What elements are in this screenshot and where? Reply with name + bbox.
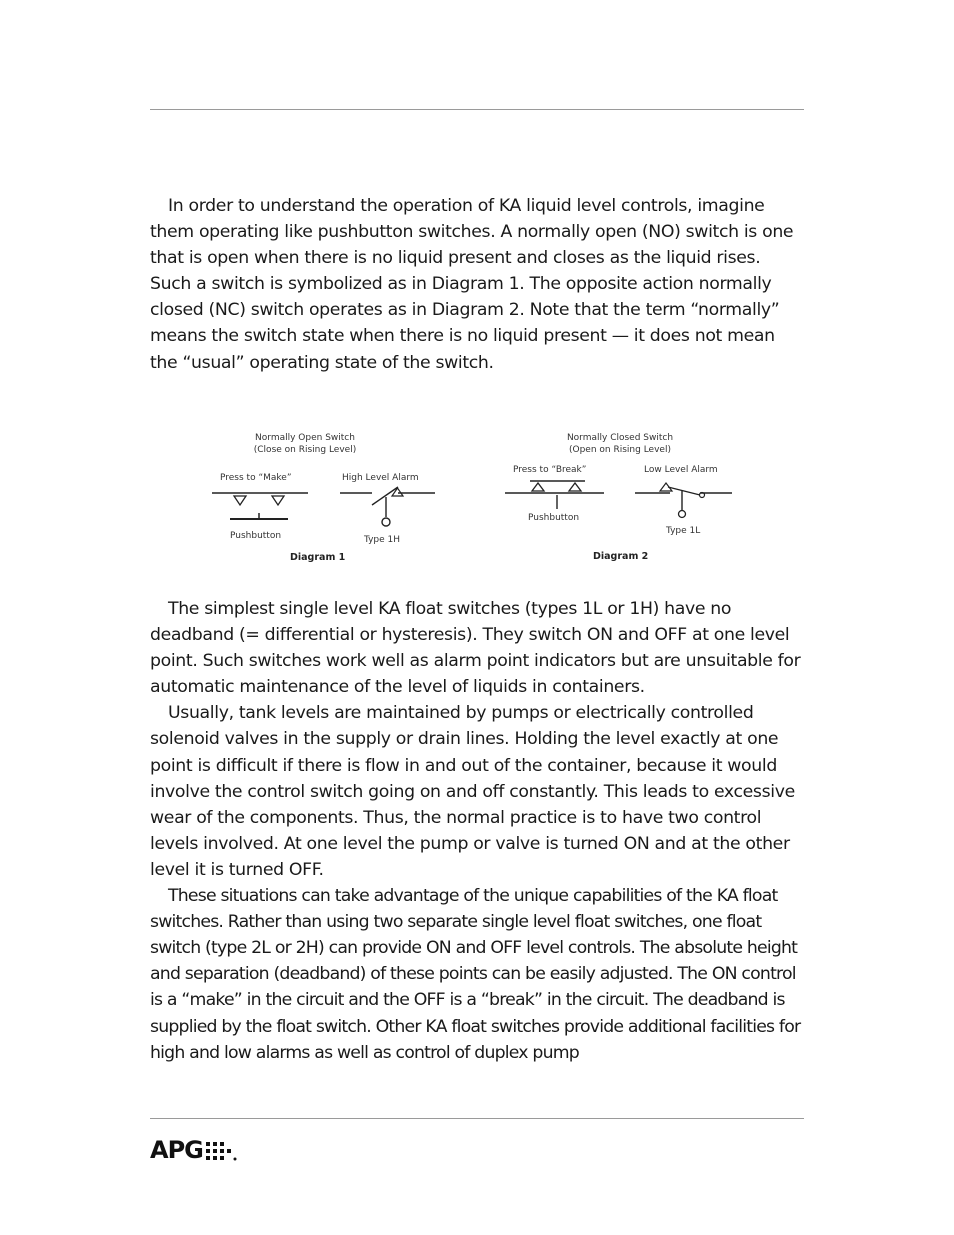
footer-rule [150, 1118, 804, 1119]
diagram1-caption: Diagram 1 [290, 552, 346, 563]
diagram2-caption: Diagram 2 [593, 551, 649, 562]
diagram1-title-line2: (Close on Rising Level) [253, 445, 357, 455]
diagram2-pushbutton-label: Press to “Break” [513, 465, 587, 475]
diagram1-alarm-label: High Level Alarm [342, 473, 419, 483]
diagram2-float-caption: Type 1L [666, 526, 701, 536]
paragraph-unique-capabilities: These situations can take advantage of the unique capabilities of the KA float switches. Rather than using two separate single level float switches, one float switch (type 2L or 2H) can provide ON and OFF level controls. The absolute height and separation (deadband) of these points can be easily adjusted. The ON control is a “make” in the circuit and the OFF is a “break” in the circuit. The deadband is supplied by the float switch. Other KA float switches provide additional facilities for high and low alarms as well as control of duplex pump [150, 886, 801, 1063]
diagram2-contact-right [569, 483, 581, 491]
diagram2-contact-left [532, 483, 544, 491]
diagram1-float-caption: Type 1H [364, 535, 401, 545]
logo-grid-icon [204, 1138, 238, 1162]
intro-text [150, 193, 806, 376]
body-text [150, 596, 806, 1066]
intro-paragraph: In order to understand the operation of KA liquid level controls, imagine them operating like pushbutton switches. A normally open (NO) switch is one that is open when there is no liquid present and closes as the liquid rises. Such a switch is symbolized as in Diagram 1. The opposite action normally closed (NC) switch operates as in Diagram 2. Note that the term “normally” means the switch state when there is no liquid present — it does not mean the “usual” operating state of the switch. [150, 196, 794, 373]
diagram2-pushbutton-caption: Pushbutton [528, 513, 580, 523]
diagram1-title-line1: Normally Open Switch [255, 433, 355, 443]
diagram2-title-line2: (Open on Rising Level) [569, 445, 671, 455]
header-rule [150, 109, 804, 110]
diagram1-contact-right [272, 496, 284, 505]
paragraph-tank-levels: Usually, tank levels are maintained by pumps or electrically controlled solenoid valves in the supply or drain lines. Holding the level exactly at one point is difficult if there is flow in and out of the container, because it would involve the control switch going on and off constantly. This leads to excessive wear of the components. Thus, the normal practice is to have two control levels involved. At one level the pump or valve is turned ON and at the other level it is turned OFF. [150, 703, 795, 880]
logo-text: APG [150, 1136, 203, 1164]
diagram-1 [212, 433, 435, 563]
diagram1-contact-left [234, 496, 246, 505]
diagram1-float-ball [382, 518, 390, 526]
diagram1-pushbutton-label: Press to “Make” [220, 473, 292, 483]
diagram1-pushbutton-caption: Pushbutton [230, 531, 282, 541]
switch-diagrams [200, 425, 760, 575]
diagram2-alarm-label: Low Level Alarm [644, 465, 718, 475]
diagram-2 [505, 433, 732, 562]
diagram2-title-line1: Normally Closed Switch [566, 433, 674, 443]
diagram2-float-arm [668, 487, 700, 495]
diagram2-float-ball [679, 511, 686, 518]
diagrams-svg [200, 425, 760, 575]
paragraph-float-types: The simplest single level KA float switches (types 1L or 1H) have no deadband (= differential or hysteresis). They switch ON and OFF at one level point. Such switches work well as alarm point indicators but are unsuitable for automatic maintenance of the level of liquids in containers. [150, 599, 801, 698]
apg-logo [150, 1136, 238, 1162]
